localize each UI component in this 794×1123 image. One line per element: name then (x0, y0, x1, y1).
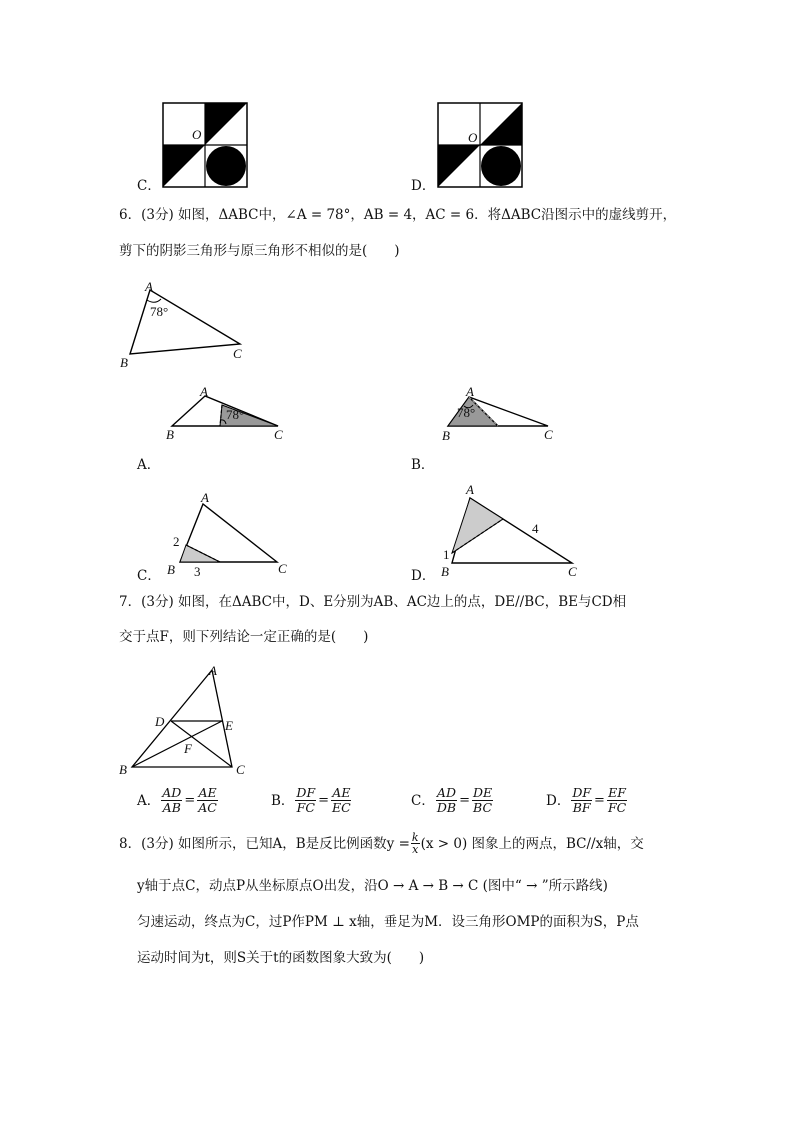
q6-main-angle: 78° (150, 304, 169, 319)
q7-option-d: D． $\frac{DF}{BF}$ = $\frac{EF}{FC}$ (546, 785, 627, 815)
q6-stem-line2: 剪下的阴影三角形与原三角形不相似的是( ) (119, 243, 400, 259)
q7-option-b: B． $\frac{DF}{FC}$ = $\frac{AE}{EC}$ (271, 785, 351, 815)
q5-option-d-figure (437, 102, 525, 190)
q6-a-vertex-a: A (200, 384, 208, 399)
q6-main-vertex-b: B (120, 355, 128, 370)
q6-main-vertex-a: A (145, 279, 153, 294)
q5-option-c-figure (162, 102, 250, 190)
q7-option-a: A． $\frac{AD}{AB}$ = $\frac{AE}{AC}$ (137, 785, 217, 815)
q6-main-triangle (115, 278, 255, 373)
q6-d-vertex-c: C (568, 564, 577, 579)
q7-stem-line1: 7．(3分) 如图，在ΔABC中，D、E分别为AB、AC边上的点，DE//BC，BE与CD相 (119, 594, 627, 610)
q8-stem-line4: 运动时间为t，则S关于t的函数图象大致为( ) (137, 950, 425, 966)
q7-stem-line2: 交于点F，则下列结论一定正确的是( ) (119, 629, 369, 645)
q6-b-vertex-b: B (442, 428, 450, 443)
q8-stem-line3: 匀速运动，终点为C，过P作PM ⊥ x轴，垂足为M．设三角形OMP的面积为S，P点 (137, 914, 639, 930)
q6-b-vertex-c: C (544, 427, 553, 442)
q6-option-a-figure (160, 384, 300, 474)
q6-a-angle: 78° (226, 407, 245, 422)
q5-option-c-label: C． (137, 178, 161, 194)
q6-option-d-label: D． (411, 568, 436, 584)
q5-c-point-o: O (192, 127, 202, 142)
q6-option-d-figure (436, 481, 586, 581)
q6-b-angle: 78° (457, 405, 476, 420)
q6-c-vertex-b: B (167, 562, 175, 577)
q6-b-vertex-a: A (466, 384, 474, 399)
q6-d-side-1: 1 (443, 547, 450, 562)
q5-d-point-o: O (468, 130, 478, 145)
q7-vertex-d: D (155, 714, 165, 729)
q7-vertex-a: A (209, 663, 217, 678)
q6-c-side-2: 3 (194, 564, 201, 579)
q6-main-vertex-c: C (233, 346, 242, 361)
q6-c-side-1: 2 (173, 534, 180, 549)
q7-vertex-b: B (119, 762, 127, 777)
q6-c-vertex-c: C (278, 561, 287, 576)
q7-option-c: C． $\frac{AD}{DB}$ = $\frac{DE}{BC}$ (411, 785, 493, 815)
q8-stem-line2: y轴于点C，动点P从坐标原点O出发，沿O → A → B → C (图中“ → ”所示路线) (137, 878, 608, 894)
q6-stem-line1: 6．(3分) 如图，ΔABC中，∠A = 78°，AB = 4，AC = 6．将ΔABC沿图示中的虚线剪开， (119, 207, 677, 223)
q6-option-c-label: C． (137, 568, 161, 584)
q7-point-f: F (184, 741, 192, 756)
q7-vertex-e: E (225, 718, 233, 733)
q6-d-side-4: 4 (532, 521, 539, 536)
q6-option-b-figure (436, 384, 576, 474)
q5-option-d-label: D． (411, 178, 436, 194)
q7-vertex-c: C (236, 762, 245, 777)
q7-figure (115, 660, 260, 780)
q6-option-c-figure (160, 490, 300, 585)
q6-d-vertex-a: A (466, 482, 474, 497)
q6-c-vertex-a: A (201, 490, 209, 505)
q6-option-a-label: A． (137, 457, 161, 473)
q6-a-vertex-b: B (166, 427, 174, 442)
q8-stem-line1: 8．(3分) 如图所示，已知A，B是反比例函数y = $\frac{k}{x}$ (x > 0) 图象上的两点，BC//x轴，交 (119, 831, 644, 856)
q6-d-vertex-b: B (441, 564, 449, 579)
q6-a-vertex-c: C (274, 427, 283, 442)
q6-option-b-label: B． (411, 457, 435, 473)
q8-fraction-k-over-x: $\frac{k}{x}$ (411, 831, 419, 856)
